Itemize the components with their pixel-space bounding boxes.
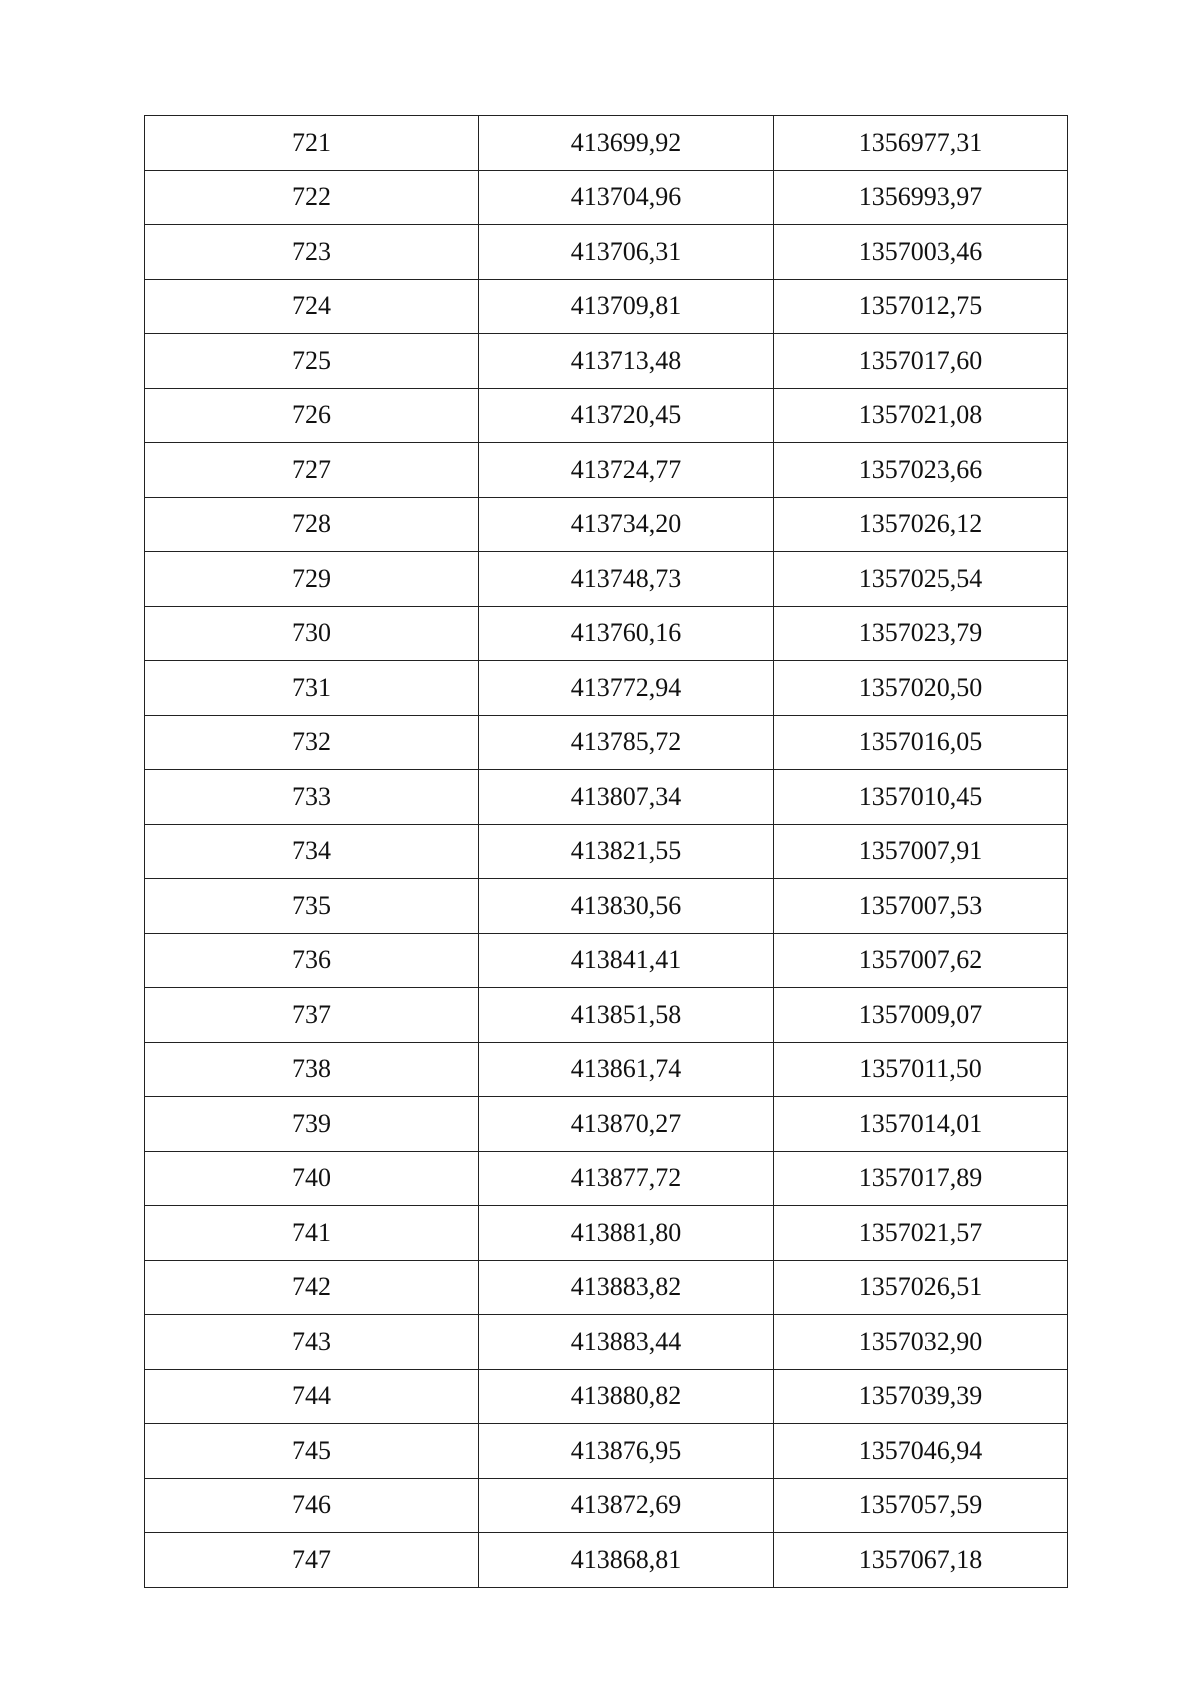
point-number-cell: 727: [145, 443, 479, 498]
point-number-cell: 722: [145, 170, 479, 225]
y-coordinate-cell: 1357025,54: [774, 552, 1068, 607]
table-row: [145, 824, 1068, 879]
y-coordinate-cell: 1357012,75: [774, 279, 1068, 334]
x-coordinate-cell: 413841,41: [479, 933, 774, 988]
y-coordinate-cell: 1357007,62: [774, 933, 1068, 988]
y-coordinate-cell: 1357007,91: [774, 824, 1068, 879]
x-coordinate-cell: 413883,82: [479, 1260, 774, 1315]
x-coordinate-cell: 413772,94: [479, 661, 774, 716]
table-row: [145, 1042, 1068, 1097]
x-coordinate-cell: 413851,58: [479, 988, 774, 1043]
point-number-cell: 737: [145, 988, 479, 1043]
table-row: [145, 552, 1068, 607]
y-coordinate-cell: 1357026,12: [774, 497, 1068, 552]
x-coordinate-cell: 413881,80: [479, 1206, 774, 1261]
y-coordinate-cell: 1357017,60: [774, 334, 1068, 389]
y-coordinate-cell: 1357046,94: [774, 1424, 1068, 1479]
y-coordinate-cell: 1357039,39: [774, 1369, 1068, 1424]
x-coordinate-cell: 413706,31: [479, 225, 774, 280]
x-coordinate-cell: 413709,81: [479, 279, 774, 334]
coordinate-table-body: [145, 116, 1068, 1588]
table-row: [145, 443, 1068, 498]
x-coordinate-cell: 413877,72: [479, 1151, 774, 1206]
table-row: [145, 170, 1068, 225]
table-row: [145, 879, 1068, 934]
table-row: [145, 388, 1068, 443]
point-number-cell: 735: [145, 879, 479, 934]
x-coordinate-cell: 413704,96: [479, 170, 774, 225]
coordinate-table: [144, 115, 1068, 1588]
x-coordinate-cell: 413821,55: [479, 824, 774, 879]
y-coordinate-cell: 1356977,31: [774, 116, 1068, 171]
x-coordinate-cell: 413748,73: [479, 552, 774, 607]
x-coordinate-cell: 413876,95: [479, 1424, 774, 1479]
x-coordinate-cell: 413868,81: [479, 1533, 774, 1588]
x-coordinate-cell: 413713,48: [479, 334, 774, 389]
x-coordinate-cell: 413807,34: [479, 770, 774, 825]
table-row: [145, 334, 1068, 389]
x-coordinate-cell: 413724,77: [479, 443, 774, 498]
table-row: [145, 497, 1068, 552]
table-row: [145, 933, 1068, 988]
point-number-cell: 729: [145, 552, 479, 607]
y-coordinate-cell: 1357009,07: [774, 988, 1068, 1043]
point-number-cell: 734: [145, 824, 479, 879]
point-number-cell: 742: [145, 1260, 479, 1315]
point-number-cell: 732: [145, 715, 479, 770]
point-number-cell: 741: [145, 1206, 479, 1261]
x-coordinate-cell: 413870,27: [479, 1097, 774, 1152]
y-coordinate-cell: 1357020,50: [774, 661, 1068, 716]
y-coordinate-cell: 1357023,66: [774, 443, 1068, 498]
x-coordinate-cell: 413872,69: [479, 1478, 774, 1533]
y-coordinate-cell: 1357017,89: [774, 1151, 1068, 1206]
point-number-cell: 744: [145, 1369, 479, 1424]
y-coordinate-cell: 1357016,05: [774, 715, 1068, 770]
point-number-cell: 731: [145, 661, 479, 716]
y-coordinate-cell: 1357067,18: [774, 1533, 1068, 1588]
point-number-cell: 728: [145, 497, 479, 552]
x-coordinate-cell: 413830,56: [479, 879, 774, 934]
point-number-cell: 736: [145, 933, 479, 988]
table-row: [145, 1478, 1068, 1533]
point-number-cell: 721: [145, 116, 479, 171]
y-coordinate-cell: 1357007,53: [774, 879, 1068, 934]
point-number-cell: 733: [145, 770, 479, 825]
table-row: [145, 715, 1068, 770]
table-row: [145, 279, 1068, 334]
y-coordinate-cell: 1357032,90: [774, 1315, 1068, 1370]
point-number-cell: 746: [145, 1478, 479, 1533]
table-row: [145, 1260, 1068, 1315]
point-number-cell: 726: [145, 388, 479, 443]
table-row: [145, 606, 1068, 661]
x-coordinate-cell: 413720,45: [479, 388, 774, 443]
point-number-cell: 724: [145, 279, 479, 334]
x-coordinate-cell: 413760,16: [479, 606, 774, 661]
y-coordinate-cell: 1357014,01: [774, 1097, 1068, 1152]
table-row: [145, 225, 1068, 280]
x-coordinate-cell: 413880,82: [479, 1369, 774, 1424]
table-row: [145, 1206, 1068, 1261]
table-row: [145, 1097, 1068, 1152]
point-number-cell: 725: [145, 334, 479, 389]
table-row: [145, 116, 1068, 171]
table-row: [145, 1151, 1068, 1206]
y-coordinate-cell: 1357026,51: [774, 1260, 1068, 1315]
table-row: [145, 988, 1068, 1043]
x-coordinate-cell: 413699,92: [479, 116, 774, 171]
point-number-cell: 739: [145, 1097, 479, 1152]
y-coordinate-cell: 1356993,97: [774, 170, 1068, 225]
y-coordinate-cell: 1357010,45: [774, 770, 1068, 825]
point-number-cell: 743: [145, 1315, 479, 1370]
table-row: [145, 1369, 1068, 1424]
x-coordinate-cell: 413861,74: [479, 1042, 774, 1097]
point-number-cell: 745: [145, 1424, 479, 1479]
table-row: [145, 770, 1068, 825]
y-coordinate-cell: 1357057,59: [774, 1478, 1068, 1533]
y-coordinate-cell: 1357021,08: [774, 388, 1068, 443]
point-number-cell: 723: [145, 225, 479, 280]
table-row: [145, 661, 1068, 716]
y-coordinate-cell: 1357003,46: [774, 225, 1068, 280]
point-number-cell: 730: [145, 606, 479, 661]
y-coordinate-cell: 1357011,50: [774, 1042, 1068, 1097]
table-row: [145, 1315, 1068, 1370]
point-number-cell: 738: [145, 1042, 479, 1097]
y-coordinate-cell: 1357021,57: [774, 1206, 1068, 1261]
point-number-cell: 747: [145, 1533, 479, 1588]
y-coordinate-cell: 1357023,79: [774, 606, 1068, 661]
x-coordinate-cell: 413734,20: [479, 497, 774, 552]
table-row: [145, 1424, 1068, 1479]
x-coordinate-cell: 413785,72: [479, 715, 774, 770]
table-row: [145, 1533, 1068, 1588]
point-number-cell: 740: [145, 1151, 479, 1206]
x-coordinate-cell: 413883,44: [479, 1315, 774, 1370]
